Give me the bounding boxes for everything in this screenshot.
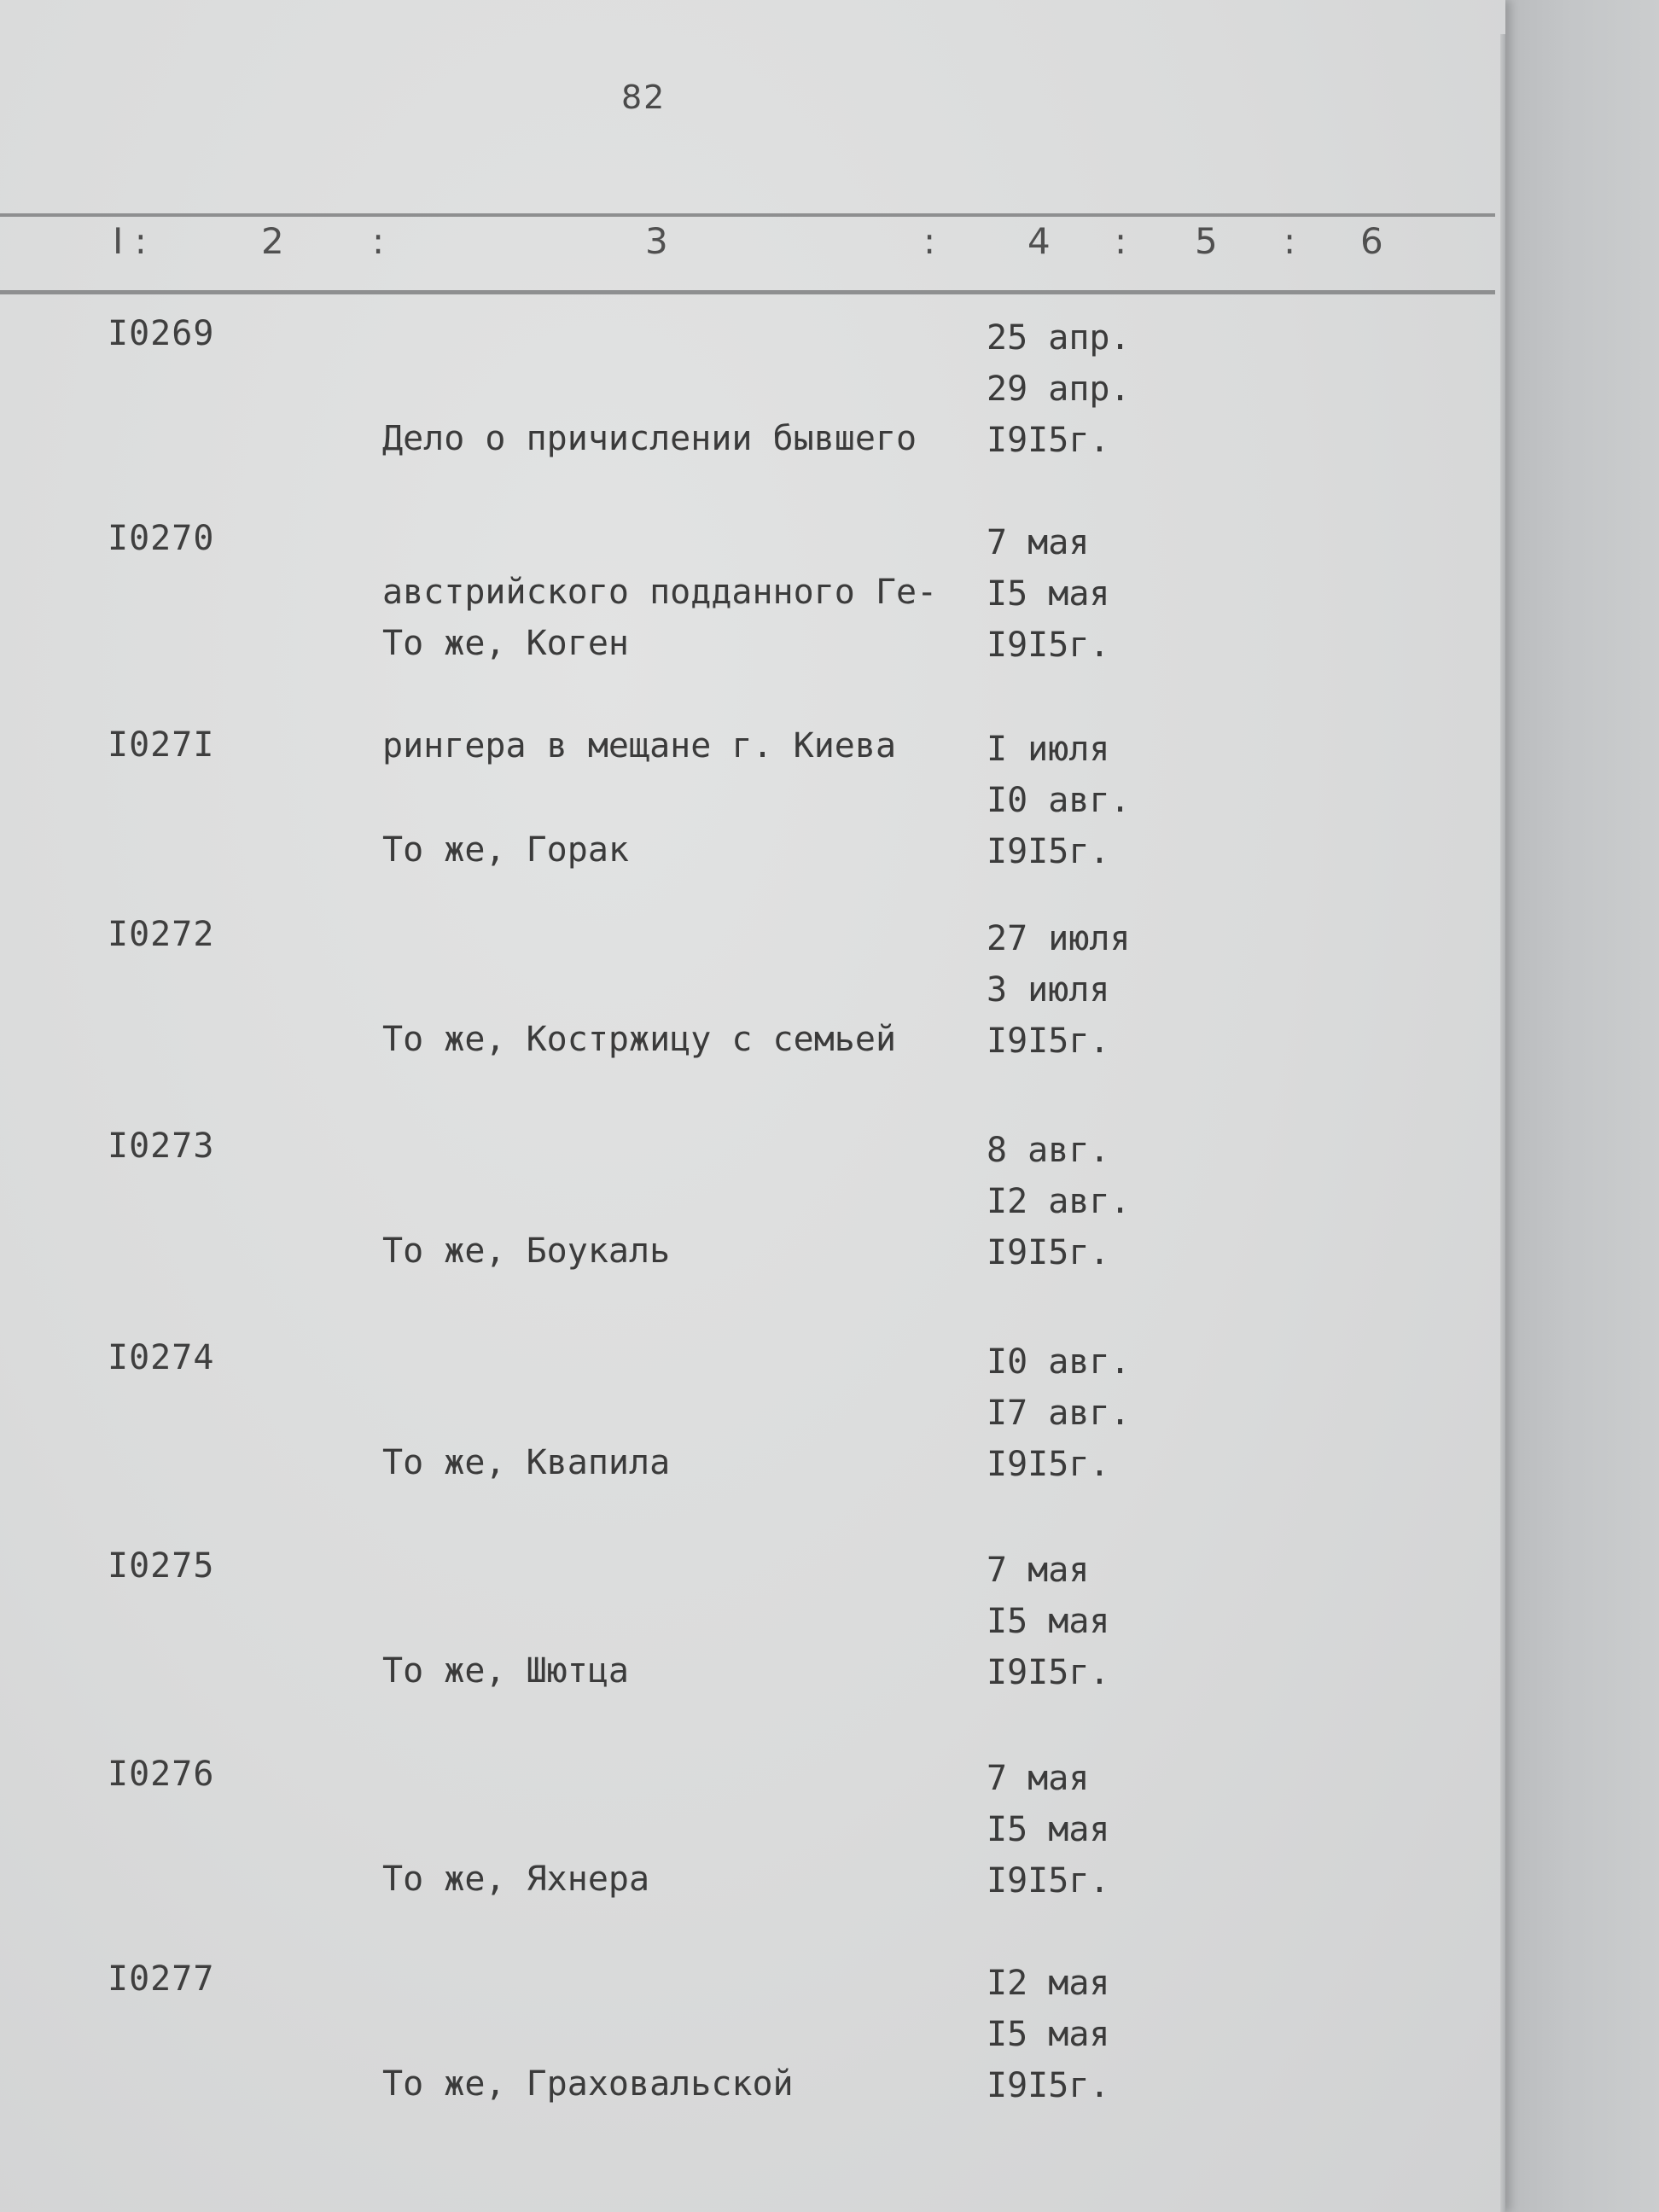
entry-dates [987,913,1131,1067]
header-rule-top [0,213,1495,217]
entry-description [382,1956,794,2212]
entry-dates [987,312,1131,466]
entry-year: I9I5г. [987,421,1110,460]
entry-start-date: 8 авг. [987,1131,1110,1170]
entry-year: I9I5г. [987,1022,1110,1061]
entry-year: I9I5г. [987,1653,1110,1692]
entry-description-line: То же, Коген [382,624,629,663]
entry-end-date: I7 авг. [987,1394,1131,1433]
column-header-6: 6 [1360,220,1383,262]
entry-year: I9I5г. [987,2066,1110,2105]
column-header-2: 2 [261,220,284,262]
entry-description-line: То же, Квапила [382,1443,671,1482]
entry-start-date: I2 мая [987,1964,1110,2003]
entry-description-line: То же, Горак [382,830,629,870]
entry-end-date: 29 апр. [987,370,1131,409]
page-edge [1500,34,1505,2212]
column-separator: : [923,220,936,262]
entry-dates [987,724,1131,877]
entry-end-date: I5 мая [987,1602,1110,1641]
entry-description-line: То же, Граховальской [382,2064,794,2104]
entry-end-date: I5 мая [987,2015,1110,2054]
entry-number: I0274 [108,1338,215,1377]
column-header-5: 5 [1195,220,1218,262]
entry-number: I0272 [108,915,215,954]
header-rule-bottom [0,290,1495,294]
background-surface [1502,0,1659,2212]
page-number: 82 [621,79,667,116]
entry-dates [987,1958,1110,2111]
entry-start-date: I июля [987,730,1110,769]
entry-start-date: 7 мая [987,1759,1090,1798]
entry-description-line: То же, Костржицу с семьей [382,1020,897,1059]
entry-year: I9I5г. [987,626,1110,665]
entry-year: I9I5г. [987,832,1110,871]
column-header-1: I : [113,220,147,262]
entry-description-line: рингера в мещане г. Киева [382,726,897,765]
entry-dates [987,1125,1131,1278]
entry-year: I9I5г. [987,1861,1110,1901]
entry-description-line: То же, Яхнера [382,1860,650,1899]
entry-number: I0275 [108,1546,215,1586]
entry-number: I0276 [108,1755,215,1794]
entry-end-date: I0 авг. [987,781,1131,820]
column-separator: : [372,220,385,262]
entry-number: I0269 [108,314,215,353]
entry-start-date: 27 июля [987,919,1131,958]
entry-start-date: 7 мая [987,1551,1090,1590]
entry-description-line: То же, Шютца [382,1651,629,1691]
entry-dates [987,1336,1131,1490]
column-separator: : [1284,220,1296,262]
entry-number: I0277 [108,1959,215,1999]
entry-start-date: 7 мая [987,523,1090,562]
entry-start-date: 25 апр. [987,318,1131,358]
entry-description-line: Дело о причислении бывшего [382,419,917,458]
entry-start-date: I0 авг. [987,1342,1131,1382]
entry-description-line: То же, Боукаль [382,1231,671,1271]
entry-year: I9I5г. [987,1233,1110,1272]
entry-number: I027I [108,725,215,765]
entry-number: I0273 [108,1126,215,1166]
entry-dates [987,1753,1110,1906]
column-separator: : [1115,220,1127,262]
column-header-4: 4 [1027,220,1051,262]
column-header-3: 3 [645,220,668,262]
entry-description-line: австрийского подданного Ге- [382,573,938,612]
entry-year: I9I5г. [987,1445,1110,1484]
entry-dates [987,517,1110,671]
entry-end-date: I2 авг. [987,1182,1131,1221]
entry-end-date: 3 июля [987,970,1110,1010]
entry-number: I0270 [108,519,215,558]
entry-end-date: I5 мая [987,574,1110,614]
entry-dates [987,1545,1110,1698]
entry-end-date: I5 мая [987,1810,1110,1849]
